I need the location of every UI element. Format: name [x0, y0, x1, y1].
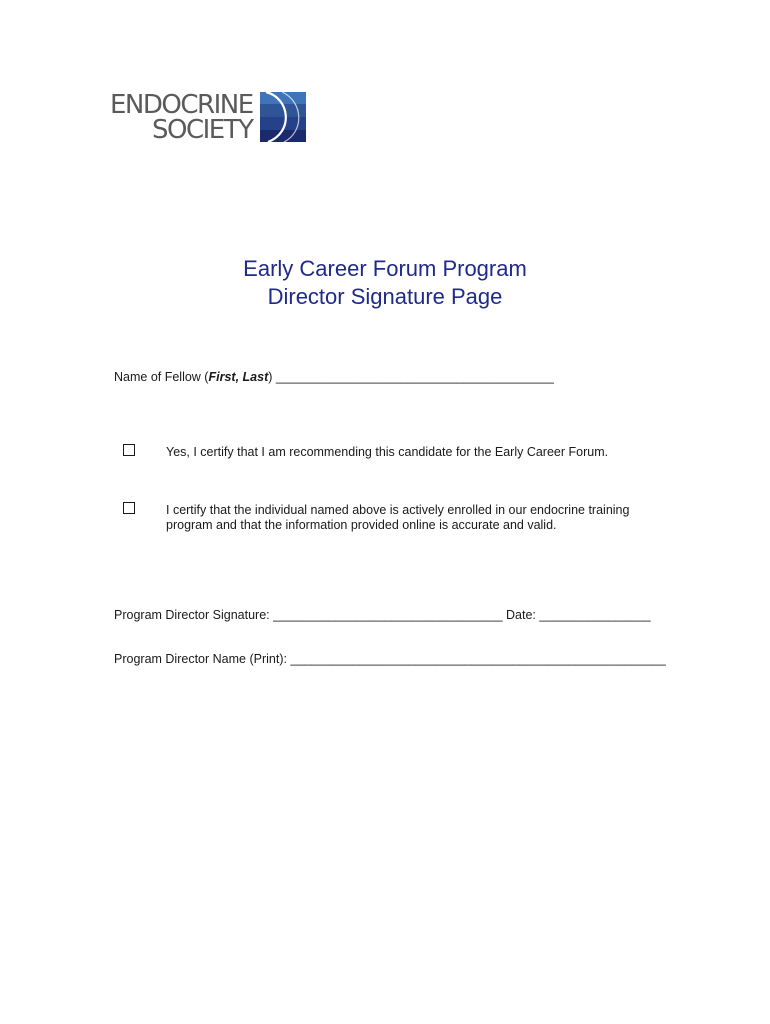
- endocrine-society-logo: [110, 92, 310, 144]
- certify-enrolled-checkbox[interactable]: [123, 502, 135, 514]
- fellow-name-label-suffix: ): [268, 370, 273, 384]
- signature-blank[interactable]: _________________________________: [273, 608, 503, 622]
- date-blank[interactable]: ________________: [539, 608, 651, 622]
- page-title-line1: Early Career Forum Program: [243, 256, 527, 281]
- fellow-name-separator: ,: [235, 370, 243, 384]
- certify-recommend-checkbox[interactable]: [123, 444, 135, 456]
- fellow-name-label-prefix: Name of Fellow (: [114, 370, 209, 384]
- certify-enrolled-text: I certify that the individual named above is actively enrolled in our endocrine training program and that the information provided online is accurate and valid.: [166, 503, 630, 532]
- print-name-row: [114, 651, 666, 667]
- print-name-label: Program Director Name (Print):: [114, 652, 287, 666]
- date-label: Date:: [506, 608, 536, 622]
- fellow-name-field[interactable]: [114, 369, 554, 385]
- logo-mark-icon: [260, 92, 306, 142]
- fellow-last-label: Last: [242, 370, 269, 384]
- signature-label: Program Director Signature:: [114, 608, 270, 622]
- certify-recommend-text: Yes, I certify that I am recommending this candidate for the Early Career Forum.: [166, 445, 609, 459]
- fellow-first-label: First: [208, 370, 236, 384]
- signature-row: [114, 607, 651, 623]
- logo-text-line1: ENDOCRINE: [110, 90, 253, 120]
- logo-text-line2: SOCIETY: [152, 115, 253, 145]
- print-name-blank[interactable]: ______________________________________________________: [290, 652, 666, 666]
- fellow-name-blank[interactable]: ________________________________________: [275, 370, 554, 384]
- page-title-line2: Director Signature Page: [267, 284, 503, 309]
